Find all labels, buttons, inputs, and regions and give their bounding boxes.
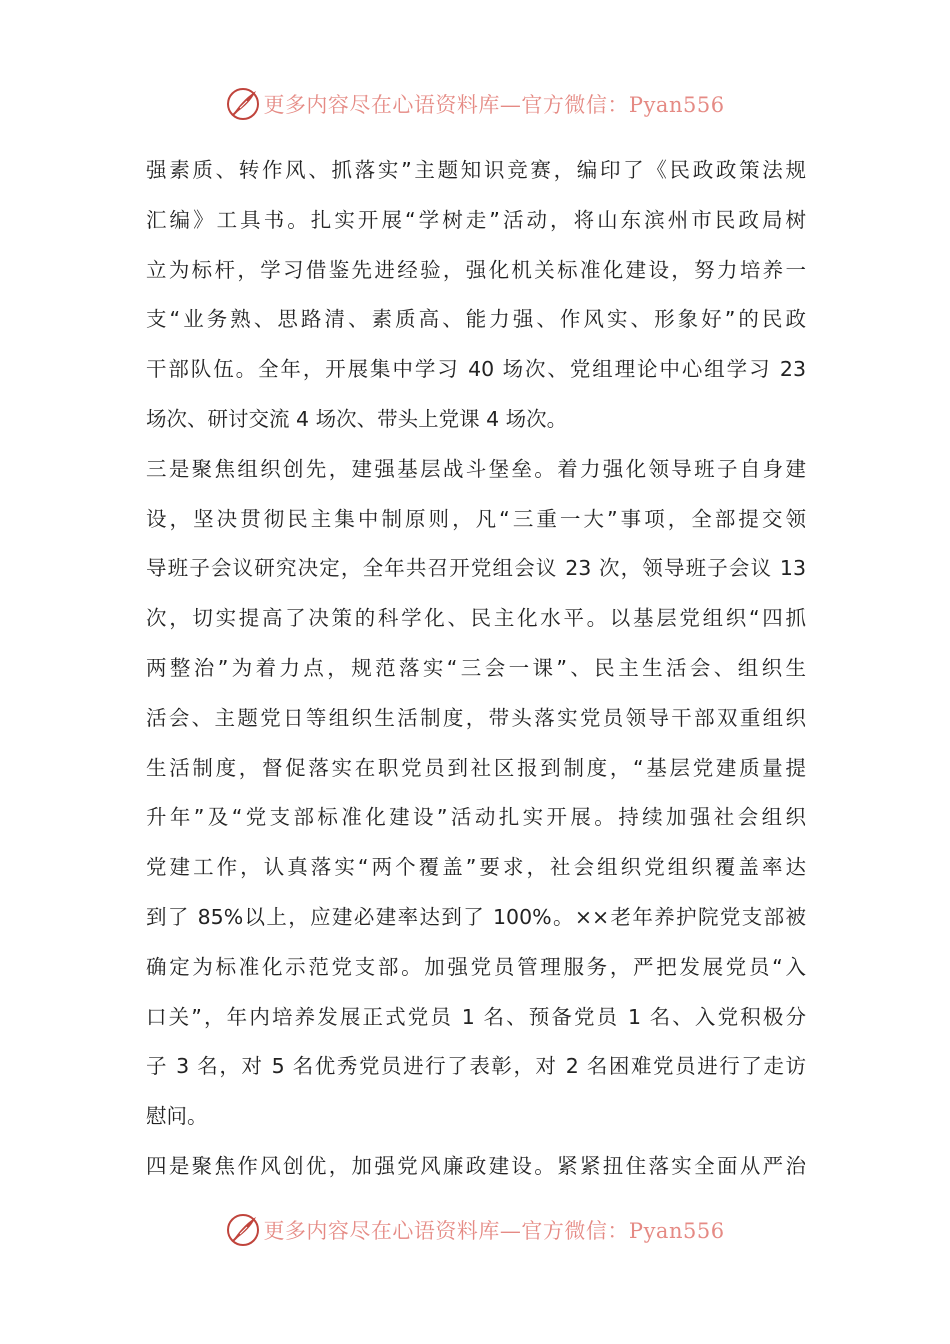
feather-pen-circle-icon (225, 86, 261, 122)
document-body (146, 146, 806, 1192)
text-line: 次，切实提高了决策的科学化、民主化水平。以基层党组织“四抓 (146, 606, 806, 631)
text-line: 活会、主题党日等组织生活制度，带头落实党员领导干部双重组织 (146, 705, 806, 730)
text-line: 立为标杆，学习借鉴先进经验，强化机关标准化建设，努力培养一 (146, 257, 806, 282)
text-line: 生活制度，督促落实在职党员到社区报到制度，“基层党建质量提 (146, 755, 806, 780)
footer-banner (0, 1210, 950, 1250)
text-line: 汇编》工具书。扎实开展“学树走”活动，将山东滨州市民政局树 (146, 207, 806, 232)
text-line: 慰问。 (146, 1104, 208, 1129)
text-line: 强素质、转作风、抓落实”主题知识竞赛，编印了《民政政策法规 (146, 158, 806, 182)
text-line: 场次、研讨交流 4 场次、带头上党课 4 场次。 (146, 406, 568, 431)
text-line: 干部队伍。全年，开展集中学习 40 场次、党组理论中心组学习 23 (146, 357, 806, 382)
text-line: 支“业务熟、思路清、素质高、能力强、作风实、形象好”的民政 (146, 307, 806, 332)
paragraph-start-line: 三是聚焦组织创先，建强基层战斗堡垒。着力强化领导班子自身建 (146, 456, 806, 481)
text-line: 到了 85%以上，应建必建率达到了 100%。××老年养护院党支部被 (146, 904, 806, 929)
text-line: 子 3 名，对 5 名优秀党员进行了表彰，对 2 名困难党员进行了走访 (146, 1054, 806, 1079)
text-line: 确定为标准化示范党支部。加强党员管理服务，严把发展党员“入 (146, 954, 806, 979)
text-line: 口关”，年内培养发展正式党员 1 名、预备党员 1 名、入党积极分 (146, 1004, 806, 1029)
text-line: 升年”及“党支部标准化建设”活动扎实开展。持续加强社会组织 (146, 805, 806, 830)
paragraph-start-line: 四是聚焦作风创优，加强党风廉政建设。紧紧扭住落实全面从严治 (146, 1153, 806, 1178)
text-line: 设，坚决贯彻民主集中制原则，凡“三重一大”事项，全部提交领 (146, 506, 806, 531)
feather-pen-circle-icon (225, 1212, 261, 1248)
text-line: 导班子会议研究决定，全年共召开党组会议 23 次，领导班子会议 13 (146, 556, 806, 581)
text-line: 两整治”为着力点，规范落实“三会一课”、民主生活会、组织生 (146, 655, 806, 680)
header-banner (0, 84, 950, 124)
footer-banner-text: 更多内容尽在心语资料库—官方微信：Pyan556 (263, 1219, 725, 1243)
header-banner-text: 更多内容尽在心语资料库—官方微信：Pyan556 (263, 93, 725, 117)
text-line: 党建工作，认真落实“两个覆盖”要求，社会组织党组织覆盖率达 (146, 855, 806, 880)
